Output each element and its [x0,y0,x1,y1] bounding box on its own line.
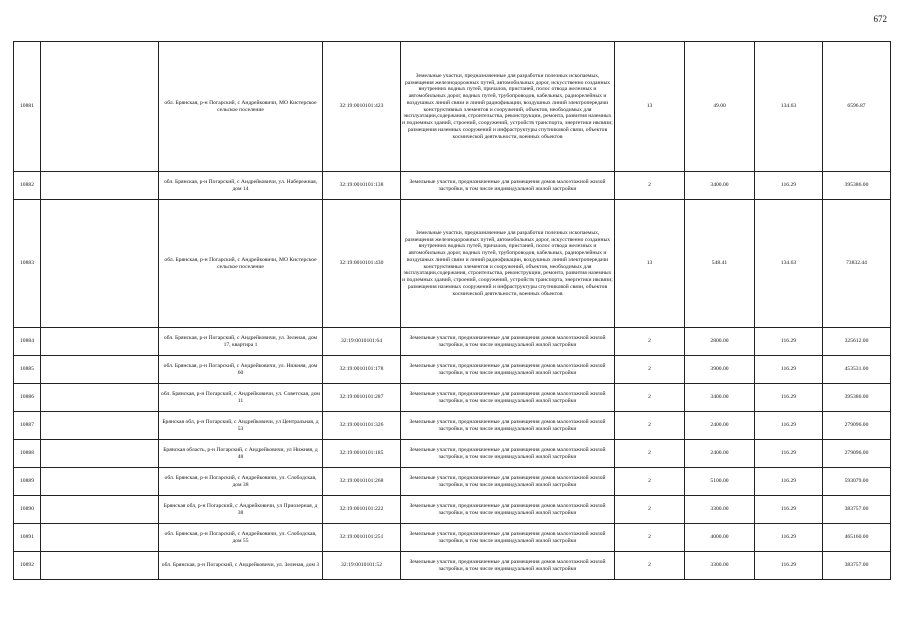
land-purpose-cell: Земельные участки, предназначенные для размещения домов малоэтажной жилой застройки, в том числе индивидуальной жилой застройки [401,468,615,496]
row-number-cell: 10882 [14,172,41,200]
cadastral-number-cell: 32:19:0010101:251 [323,524,401,552]
rate-cell: 134.63 [755,42,823,172]
empty-cell [41,384,159,412]
cadastral-number-cell: 32:19:0010101:138 [323,172,401,200]
empty-cell [41,42,159,172]
address-cell: обл. Брянская, р-н Погарский, с Андрейковичи, ул. Зеленая, дом 17, квартира 1 [159,328,323,356]
cadastral-number-cell: 32:19:0010101:268 [323,468,401,496]
empty-cell [41,200,159,328]
cadastral-number-cell: 32:19:0010101:423 [323,42,401,172]
table-row [14,200,891,328]
table-row [14,384,891,412]
empty-cell [41,468,159,496]
cadastral-number-cell: 32:19:0010101:287 [323,384,401,412]
cadastral-value-cell: 395386.00 [823,172,891,200]
area-cell: 2400.00 [685,412,755,440]
address-cell: обл. Брянская, р-н Погарский, с Андрейковичи, ул. Зеленая, дом 3 [159,552,323,580]
rate-cell: 116.29 [755,412,823,440]
row-number-cell: 10886 [14,384,41,412]
land-purpose-cell: Земельные участки, предназначенные для размещения домов малоэтажной жилой застройки, в том числе индивидуальной жилой застройки [401,356,615,384]
land-purpose-cell: Земельные участки, предназначенные для размещения домов малоэтажной жилой застройки, в том числе индивидуальной жилой застройки [401,552,615,580]
land-purpose-cell: Земельные участки, предназначенные для разработки полезных ископаемых, размещения железнодорожных путей, автомобильных дорог, искусственно созданных внутренних водных путей, причалов, пристаней, полос отвода железных и автомобильных дорог, водных путей, трубопроводов, кабельных, радиорелейных и воздушных линий связи и линий радиофикации, воздушных линий электропередачи конструктивных элементов и сооружений, объектов, необходимых для эксплуатации,содержания, строительства, реконструкции, ремонта, развития наземных и подземных зданий, строений, сооружений, устройств транспорта, энергетики ивсвязи; размещения наземных сооружений и инфраструктуры спутниковой связи, объектов космической деятельности, военных объектов [401,42,615,172]
empty-cell [41,412,159,440]
group-code-cell: 2 [615,172,685,200]
table-row [14,496,891,524]
address-cell: обл. Брянская, р-н Погарский, с Андрейковичи, ул. Советская, дом 11 [159,384,323,412]
table-row [14,524,891,552]
empty-cell [41,524,159,552]
cadastral-number-cell: 32:19:0010101:185 [323,440,401,468]
land-purpose-cell: Земельные участки, предназначенные для разработки полезных ископаемых, размещения железнодорожных путей, автомобильных дорог, искусственно созданных внутренних водных путей, причалов, пристаней, полос отвода железных и автомобильных дорог, водных путей, трубопроводов, кабельных, радиорелейных и воздушных линий связи и линий радиофикации, воздушных линий электропередачи конструктивных элементов и сооружений, объектов, необходимых для эксплуатации,содержания, строительства, реконструкции, ремонта, развития наземных и подземных зданий, строений, сооружений, устройств транспорта, энергетики ивсвязи; размещения наземных сооружений и инфраструктуры спутниковой связи, объектов космической деятельности, военных объектов [401,200,615,328]
area-cell: 3300.00 [685,496,755,524]
cadastral-value-cell: 279096.00 [823,412,891,440]
row-number-cell: 10883 [14,200,41,328]
cadastral-number-cell: 32:19:0010101:326 [323,412,401,440]
address-cell: обл. Брянская, р-н Погарский, с Андрейковичи, ул. Слободская, дом 38 [159,468,323,496]
land-purpose-cell: Земельные участки, предназначенные для размещения домов малоэтажной жилой застройки, в том числе индивидуальной жилой застройки [401,412,615,440]
empty-cell [41,328,159,356]
row-number-cell: 10881 [14,42,41,172]
address-cell: Брянская обл, р-н Погарский, с Андрейковичи, ул Приозерная, д 38 [159,496,323,524]
area-cell: 4000.00 [685,524,755,552]
table-row [14,552,891,580]
rate-cell: 116.29 [755,496,823,524]
row-number-cell: 10890 [14,496,41,524]
cadastral-number-cell: 32:19:0010101:178 [323,356,401,384]
cadastral-number-cell: 32:19:0010101:430 [323,200,401,328]
address-cell: обл. Брянская, р-н Погарский, с Андрейковичи, МО Кистерское сельское поселение [159,42,323,172]
row-number-cell: 10887 [14,412,41,440]
page-number: 672 [873,14,887,24]
address-cell: обл. Брянская, р-н Погарский, с Андрейковичи, ул. Набережная, дом 14 [159,172,323,200]
cadastral-value-cell: 6596.87 [823,42,891,172]
table-row [14,42,891,172]
rate-cell: 116.29 [755,328,823,356]
table-row [14,356,891,384]
land-purpose-cell: Земельные участки, предназначенные для размещения домов малоэтажной жилой застройки, в том числе индивидуальной жилой застройки [401,384,615,412]
group-code-cell: 2 [615,328,685,356]
group-code-cell: 2 [615,356,685,384]
rate-cell: 134.63 [755,200,823,328]
area-cell: 49.00 [685,42,755,172]
row-number-cell: 10888 [14,440,41,468]
empty-cell [41,172,159,200]
cadastral-value-cell: 383757.00 [823,552,891,580]
land-purpose-cell: Земельные участки, предназначенные для размещения домов малоэтажной жилой застройки, в том числе индивидуальной жилой застройки [401,328,615,356]
group-code-cell: 2 [615,524,685,552]
group-code-cell: 2 [615,496,685,524]
group-code-cell: 2 [615,440,685,468]
row-number-cell: 10891 [14,524,41,552]
cadastral-number-cell: 32:19:0010101:64 [323,328,401,356]
land-purpose-cell: Земельные участки, предназначенные для размещения домов малоэтажной жилой застройки, в том числе индивидуальной жилой застройки [401,524,615,552]
rate-cell: 116.29 [755,384,823,412]
address-cell: обл. Брянская, р-н Погарский, с Андрейковичи, ул. Нижняя, дом 60 [159,356,323,384]
area-cell: 3300.00 [685,552,755,580]
empty-cell [41,552,159,580]
land-purpose-cell: Земельные участки, предназначенные для размещения домов малоэтажной жилой застройки, в том числе индивидуальной жилой застройки [401,172,615,200]
address-cell: обл. Брянская, р-н Погарский, с Андрейковичи, МО Кистерское сельское поселение [159,200,323,328]
rate-cell: 116.29 [755,468,823,496]
cadastral-number-cell: 32:19:0010101:222 [323,496,401,524]
group-code-cell: 13 [615,200,685,328]
cadastral-value-cell: 325612.00 [823,328,891,356]
address-cell: Брянская область, р-н Погарский, с Андрейковичи, ул Нижняя, д 48 [159,440,323,468]
cadastral-value-cell: 453531.00 [823,356,891,384]
rate-cell: 116.29 [755,524,823,552]
row-number-cell: 10889 [14,468,41,496]
rate-cell: 116.29 [755,172,823,200]
row-number-cell: 10885 [14,356,41,384]
cadastral-value-cell: 73832.44 [823,200,891,328]
cadastral-value-cell: 593079.00 [823,468,891,496]
area-cell: 3400.00 [685,384,755,412]
area-cell: 548.41 [685,200,755,328]
group-code-cell: 2 [615,412,685,440]
table-body [14,42,891,580]
land-purpose-cell: Земельные участки, предназначенные для размещения домов малоэтажной жилой застройки, в том числе индивидуальной жилой застройки [401,440,615,468]
cadastral-value-cell: 279096.00 [823,440,891,468]
land-purpose-cell: Земельные участки, предназначенные для размещения домов малоэтажной жилой застройки, в том числе индивидуальной жилой застройки [401,496,615,524]
row-number-cell: 10884 [14,328,41,356]
group-code-cell: 2 [615,552,685,580]
table-row [14,328,891,356]
group-code-cell: 13 [615,42,685,172]
land-registry-table [13,41,891,580]
area-cell: 3400.00 [685,172,755,200]
table-row [14,468,891,496]
empty-cell [41,440,159,468]
empty-cell [41,496,159,524]
table-row [14,412,891,440]
table-row [14,172,891,200]
rate-cell: 116.29 [755,552,823,580]
area-cell: 5100.00 [685,468,755,496]
cadastral-value-cell: 395386.00 [823,384,891,412]
rate-cell: 116.29 [755,440,823,468]
group-code-cell: 2 [615,384,685,412]
empty-cell [41,356,159,384]
cadastral-value-cell: 383757.00 [823,496,891,524]
group-code-cell: 2 [615,468,685,496]
rate-cell: 116.29 [755,356,823,384]
address-cell: Брянская обл, р-н Погарский, с Андрейковичи, ул Центральная, д 53 [159,412,323,440]
area-cell: 3900.00 [685,356,755,384]
area-cell: 2800.00 [685,328,755,356]
table-row [14,440,891,468]
area-cell: 2400.00 [685,440,755,468]
cadastral-number-cell: 32:19:0010101:52 [323,552,401,580]
row-number-cell: 10892 [14,552,41,580]
cadastral-value-cell: 465160.00 [823,524,891,552]
address-cell: обл. Брянская, р-н Погарский, с Андрейковичи, ул. Слободская, дом 55 [159,524,323,552]
